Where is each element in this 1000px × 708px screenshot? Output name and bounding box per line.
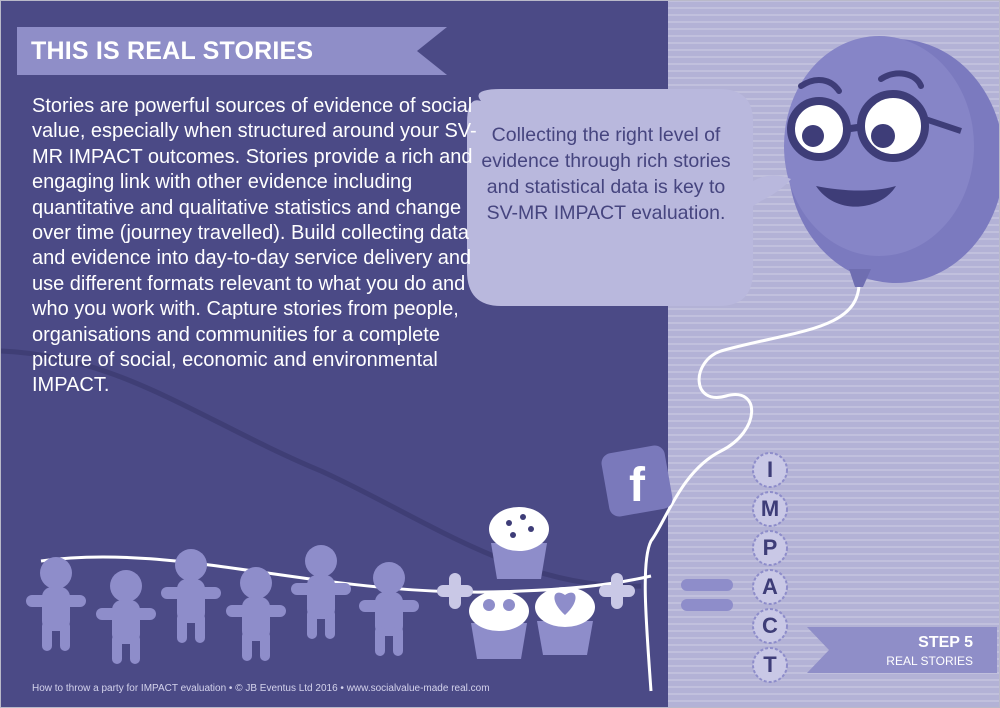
facebook-icon — [600, 444, 674, 518]
page-title: THIS IS REAL STORIES — [31, 37, 314, 65]
title-banner — [17, 27, 447, 75]
body-paragraph: Stories are powerful sources of evidence of social value, especially when structured around your SV-MR IMPACT outcomes. Stories provide a rich and engaging link with other evidence including quantitative and qualitative statistics and change over time (journey travelled). Build collecting data and evidence into day-to-day service delivery and use different formats relevant to what you do and who you work with. Capture stories from people, organisations and communities for a complete picture of social, economic and environmental IMPACT. — [32, 95, 477, 397]
step-badge — [807, 627, 997, 673]
impact-letter-p: P — [762, 535, 778, 560]
speech-bubble-text: Collecting the right level of evidence through rich stories and statistical data is key to SV-MR IMPACT evaluation. — [481, 124, 731, 224]
gingerbread-people — [26, 545, 419, 664]
equals-sign — [681, 579, 733, 611]
impact-letter-c: C — [762, 613, 778, 638]
step-title: STEP 5 — [918, 634, 973, 651]
impact-letter-i: I — [766, 457, 774, 482]
glasses-right — [861, 94, 925, 158]
cupcake — [469, 591, 529, 659]
impact-letter-m: M — [760, 496, 780, 521]
cupcake — [489, 507, 549, 579]
svg-text:f: f — [629, 459, 645, 512]
impact-letter-t: T — [763, 652, 777, 677]
impact-letter-a: A — [762, 574, 778, 599]
footer-credit: How to throw a party for IMPACT evaluation • © JB Eventus Ltd 2016 • www.socialvalue-made real.com — [32, 683, 490, 694]
step-subtitle: REAL STORIES — [886, 654, 973, 668]
balloon-character — [784, 36, 1000, 287]
cupcake — [535, 587, 595, 655]
